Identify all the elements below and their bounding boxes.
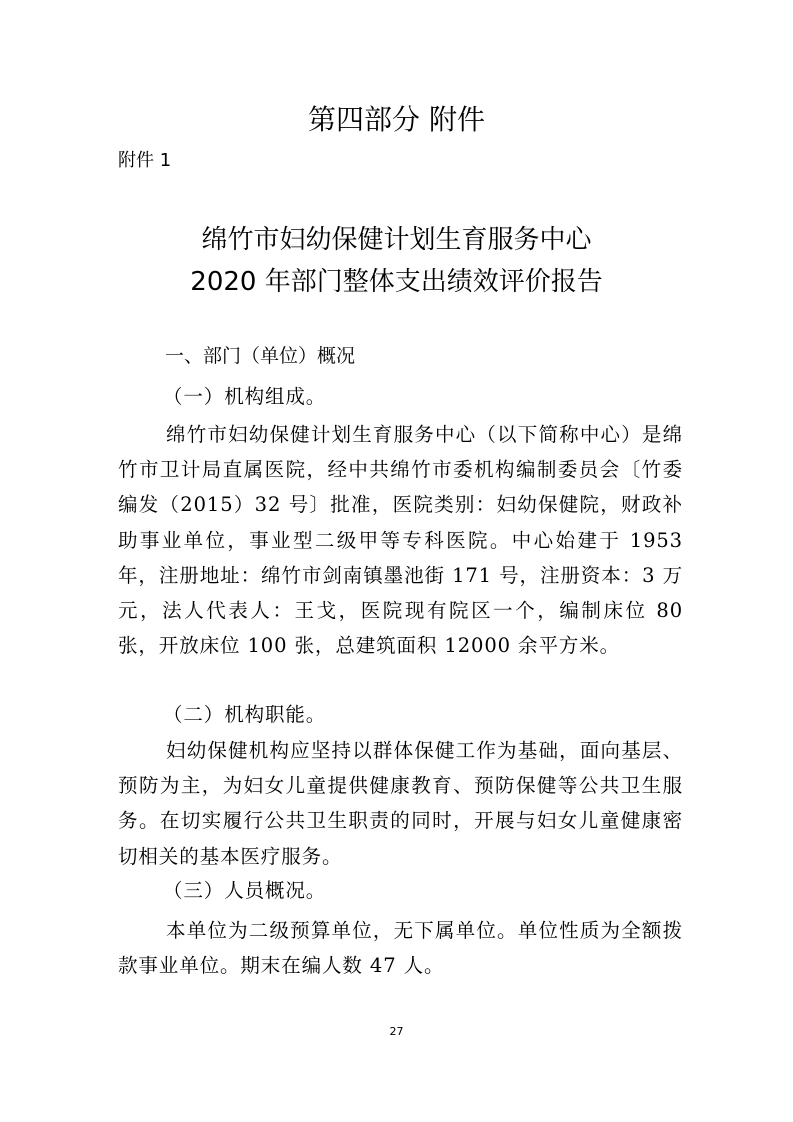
attachment-label: 附件 1: [118, 150, 172, 171]
section-heading-overview: 一、部门（单位）概况: [165, 345, 356, 367]
part-title: 第四部分 附件: [308, 103, 485, 136]
paragraph-organization: 绵竹市妇幼保健计划生育服务中心（以下简称中心）是绵竹市卫计局直属医院，经中共绵竹市委机构编制委员会〔竹委编发（2015）32 号〕批准，医院类别：妇幼保健院，财政补助事业单位，事业型二级甲等专科医院。中心始建于 1953 年，注册地址：绵竹市剑南镇墨池街 171 号，注册资本：3 万元，法人代表人：王戈，医院现有院区一个，编制床位 80 张，开放床位 100 张，总建筑面积 12000 余平方米。: [118, 423, 683, 658]
report-title-line2: 2020 年部门整体支出绩效评价报告: [190, 267, 603, 297]
report-title-line1: 绵竹市妇幼保健计划生育服务中心: [201, 225, 592, 255]
subheading-organization: （一）机构组成。: [163, 385, 327, 408]
paragraph-personnel: 本单位为二级预算单位，无下属单位。单位性质为全额拨款事业单位。期末在编人数 47 人。: [118, 919, 683, 978]
subheading-functions: （二）机构职能。: [163, 703, 327, 726]
page-number: 27: [389, 1025, 404, 1038]
subheading-personnel: （三）人员概况。: [163, 879, 327, 902]
paragraph-functions: 妇幼保健机构应坚持以群体保健工作为基础，面向基层、预防为主，为妇女儿童提供健康教育、预防保健等公共卫生服务。在切实履行公共卫生职责的同时，开展与妇女儿童健康密切相关的基本医疗服务。: [118, 739, 683, 868]
